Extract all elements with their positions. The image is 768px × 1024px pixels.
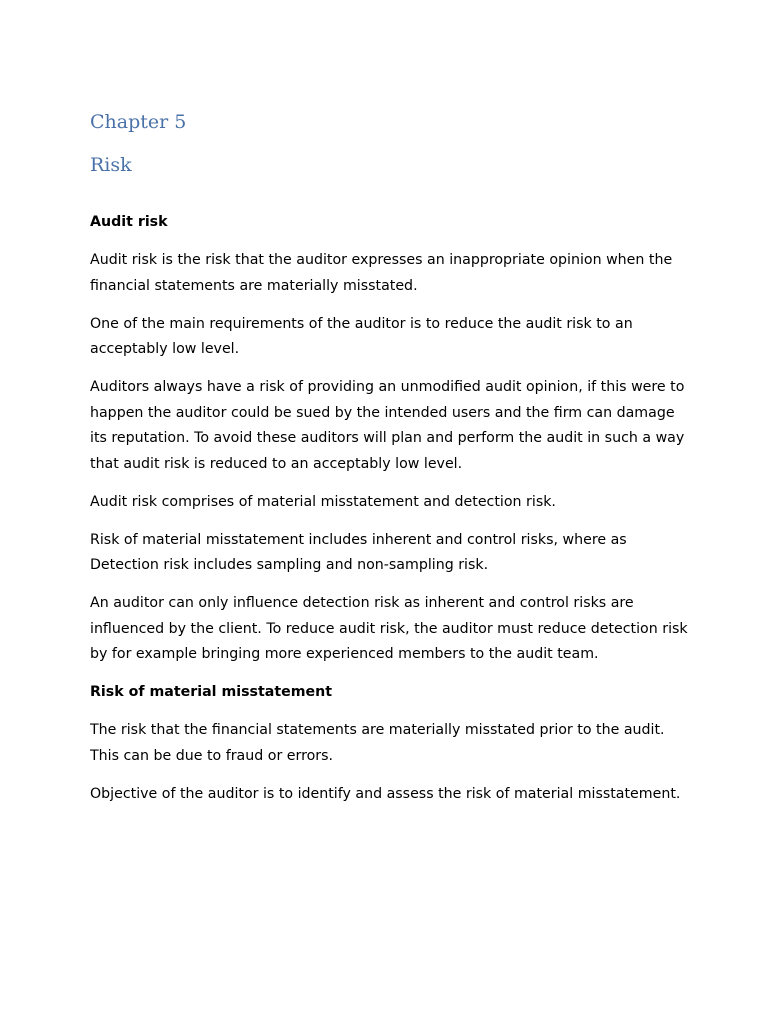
audit-risk-heading: Audit risk bbox=[90, 214, 168, 230]
material-misstatement-heading: Risk of material misstatement bbox=[90, 684, 333, 700]
paragraph: The risk that the financial statements are materially misstated prior to the audit. This can be due to fraud or errors. bbox=[90, 722, 665, 764]
paragraph: Audit risk is the risk that the auditor expresses an inappropriate opinion when the financial statements are materially misstated. bbox=[90, 252, 673, 294]
paragraph: Auditors always have a risk of providing an unmodified audit opinion, if this were to happen the auditor could be sued by the intended users and the firm can damage its reputation. To avoid these auditors will plan and perform the audit in such a way that audit risk is reduced to an acceptably low level. bbox=[90, 379, 685, 472]
paragraph: One of the main requirements of the auditor is to reduce the audit risk to an acceptably low level. bbox=[90, 315, 633, 357]
material-misstatement-section bbox=[90, 680, 690, 807]
section-title: Risk bbox=[90, 154, 132, 176]
audit-risk-section bbox=[90, 210, 690, 668]
document-body bbox=[90, 108, 690, 820]
paragraph: Objective of the auditor is to identify and assess the risk of material misstatement. bbox=[90, 785, 681, 802]
paragraph: Audit risk comprises of material misstatement and detection risk. bbox=[90, 493, 556, 510]
chapter-title: Chapter 5 bbox=[90, 111, 187, 133]
paragraph: Risk of material misstatement includes inherent and control risks, where as Detection risk includes sampling and non-sampling risk. bbox=[90, 531, 627, 573]
paragraph: An auditor can only influence detection risk as inherent and control risks are influenced by the client. To reduce audit risk, the auditor must reduce detection risk by for example bringing more experienced members to the audit team. bbox=[90, 595, 688, 662]
